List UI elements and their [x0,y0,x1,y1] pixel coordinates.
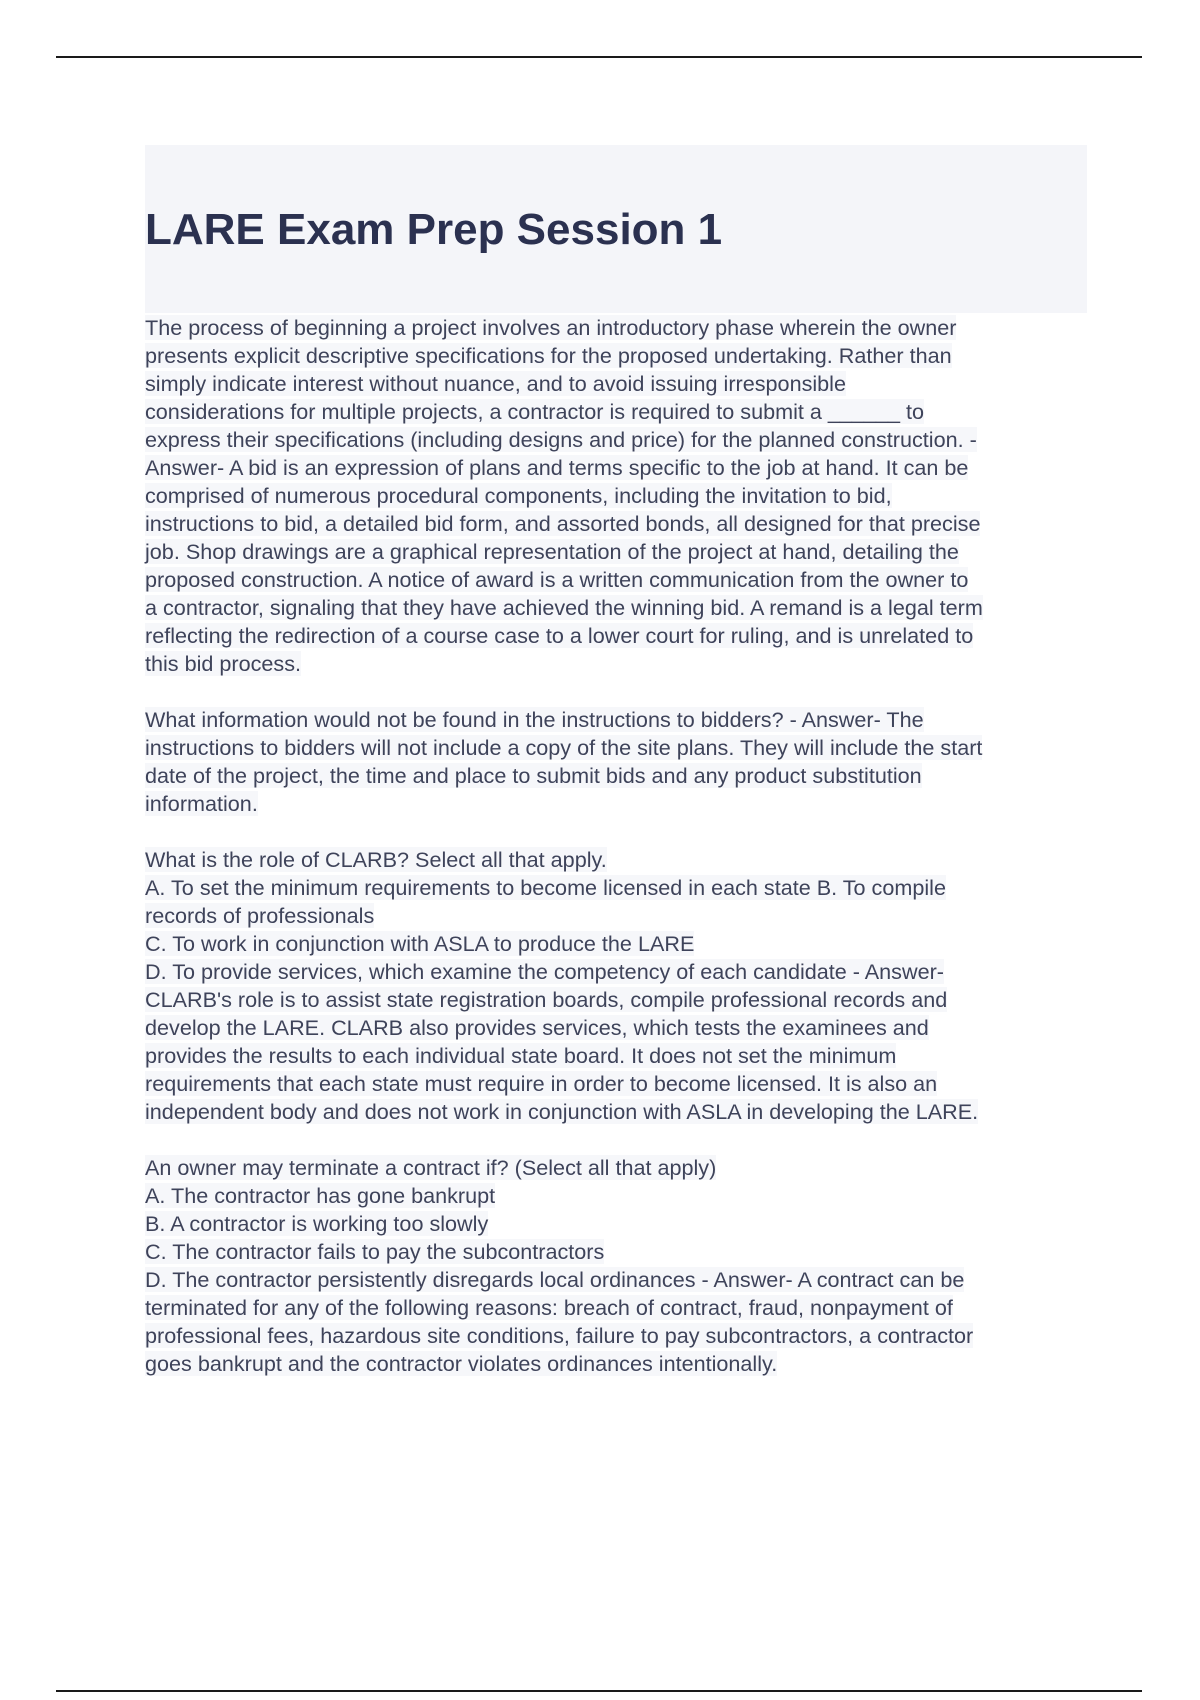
text-line: What is the role of CLARB? Select all that apply. [145,847,607,872]
text-line: C. The contractor fails to pay the subcontractors [145,1239,605,1264]
text-line: independent body and does not work in conjunction with ASLA in developing the LARE. [145,1099,979,1124]
text-line: date of the project, the time and place to submit bids and any product substitution [145,763,922,788]
text-line: D. The contractor persistently disregards local ordinances - Answer- A contract can be [145,1267,965,1292]
document-body [145,314,1095,1406]
text-line: An owner may terminate a contract if? (Select all that apply) [145,1155,717,1180]
text-line: express their specifications (including designs and price) for the planned construction. - [145,427,977,452]
text-line: The process of beginning a project involves an introductory phase wherein the owner [145,315,957,340]
text-line: Answer- A bid is an expression of plans and terms specific to the job at hand. It can be [145,455,969,480]
text-line: C. To work in conjunction with ASLA to produce the LARE [145,931,695,956]
text-line: provides the results to each individual state board. It does not set the minimum [145,1043,897,1068]
text-line: instructions to bidders will not include a copy of the site plans. They will include the start [145,735,983,760]
bottom-rule [56,1690,1142,1692]
qa-block-instructions-to-bidders [145,706,1095,818]
text-line: What information would not be found in the instructions to bidders? - Answer- The [145,707,924,732]
text-line: comprised of numerous procedural components, including the invitation to bid, [145,483,892,508]
text-line: terminated for any of the following reasons: breach of contract, fraud, nonpayment of [145,1295,953,1320]
text-line: reflecting the redirection of a course case to a lower court for ruling, and is unrelated to [145,623,974,648]
qa-block-bid [145,314,1095,678]
text-line: presents explicit descriptive specifications for the proposed undertaking. Rather than [145,343,952,368]
text-line: considerations for multiple projects, a contractor is required to submit a ______ to [145,399,924,424]
text-line: job. Shop drawings are a graphical representation of the project at hand, detailing the [145,539,959,564]
text-line: A. The contractor has gone bankrupt [145,1183,496,1208]
text-line: professional fees, hazardous site conditions, failure to pay subcontractors, a contractor [145,1323,974,1348]
text-line: instructions to bid, a detailed bid form, and assorted bonds, all designed for that precise [145,511,981,536]
text-line: D. To provide services, which examine the competency of each candidate - Answer- [145,959,944,984]
text-line: this bid process. [145,651,302,676]
text-line: records of professionals [145,903,375,928]
top-rule [56,56,1142,58]
text-line: a contractor, signaling that they have achieved the winning bid. A remand is a legal term [145,595,983,620]
text-line: information. [145,791,258,816]
text-line: simply indicate interest without nuance, and to avoid issuing irresponsible [145,371,846,396]
text-line: A. To set the minimum requirements to become licensed in each state B. To compile [145,875,946,900]
text-line: CLARB's role is to assist state registration boards, compile professional records and [145,987,948,1012]
text-line: B. A contractor is working too slowly [145,1211,489,1236]
text-line: proposed construction. A notice of award is a written communication from the owner to [145,567,969,592]
text-line: develop the LARE. CLARB also provides services, which tests the examinees and [145,1015,929,1040]
qa-block-contract-termination [145,1154,1095,1378]
text-line: requirements that each state must require in order to become licensed. It is also an [145,1071,938,1096]
document-title: LARE Exam Prep Session 1 [145,205,723,254]
text-line: goes bankrupt and the contractor violates ordinances intentionally. [145,1351,778,1376]
qa-block-clarb-role [145,846,1095,1126]
